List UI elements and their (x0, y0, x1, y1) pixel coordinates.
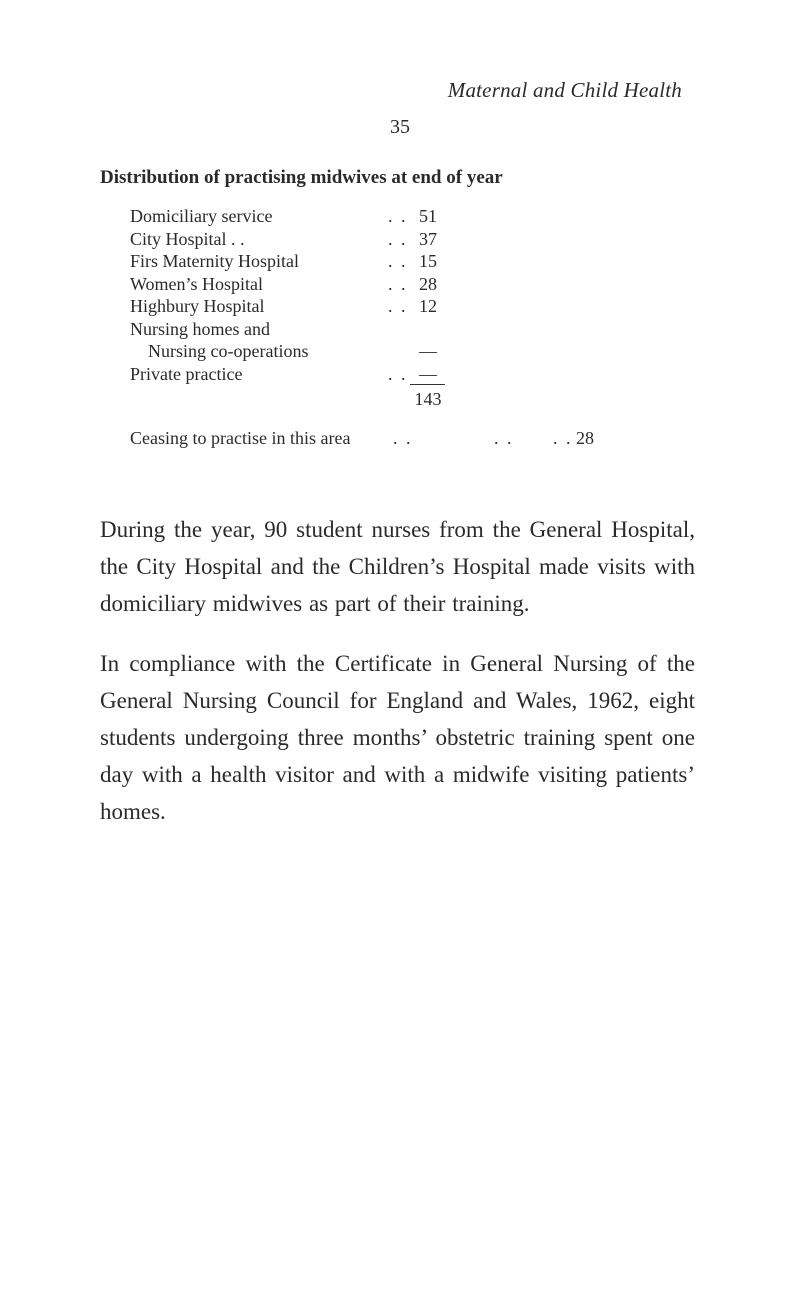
leader-dots: . . (393, 428, 413, 448)
leader-dots: . . (388, 363, 408, 384)
row-value: — (419, 341, 437, 361)
row-value: 12 (419, 296, 437, 316)
row-label: Domiciliary service (130, 206, 273, 226)
row-value: 28 (419, 273, 437, 294)
ceasing-value: 28 (576, 428, 594, 448)
table-row (130, 250, 450, 273)
leader-dots: . . (494, 428, 514, 448)
page-number: 35 (390, 116, 410, 138)
table-row (130, 295, 450, 318)
body-paragraph: In compliance with the Certificate in General Nursing of the General Nursing Council for England and Wales, 1962, eight students undergoing three months’ obstetric training spent one day with a health visitor and with a midwife visiting patients’ homes. (100, 651, 695, 824)
row-label: Nursing homes and (130, 318, 270, 339)
table-row (130, 205, 450, 228)
leader-dots: . . (553, 428, 573, 448)
table-total: 143 (414, 389, 442, 409)
leader-dots: . . (388, 251, 408, 271)
row-label: Firs Maternity Hospital (130, 251, 299, 271)
body-paragraph: During the year, 90 student nurses from the General Hospital, the City Hospital and the Children’s Hospital made visits with domiciliary midwives as part of their training. (100, 517, 695, 616)
total-rule (410, 384, 445, 385)
distribution-table (130, 205, 450, 385)
table-row (130, 363, 450, 386)
leader-dots: . . (388, 296, 408, 316)
table-title: Distribution of practising midwives at end of year (100, 167, 503, 188)
row-label: Private practice (130, 363, 243, 384)
row-value: 37 (419, 228, 437, 249)
running-head: Maternal and Child Health (447, 78, 682, 102)
table-row (130, 318, 450, 341)
row-value: 15 (419, 251, 437, 271)
table-row (130, 340, 450, 363)
ceasing-row (130, 426, 594, 450)
table-row (130, 228, 450, 251)
ceasing-label: Ceasing to practise in this area (130, 428, 351, 448)
leader-dots: . . (388, 273, 408, 294)
leader-dots: . . (388, 206, 408, 226)
row-label: City Hospital . . (130, 228, 245, 249)
row-label: Nursing co-operations (130, 341, 309, 361)
table-row (130, 273, 450, 296)
row-label: Women’s Hospital (130, 273, 264, 294)
leader-dots: . . (388, 228, 408, 249)
row-label: Highbury Hospital (130, 296, 265, 316)
row-value: 51 (419, 206, 437, 226)
row-value: — (419, 363, 437, 384)
